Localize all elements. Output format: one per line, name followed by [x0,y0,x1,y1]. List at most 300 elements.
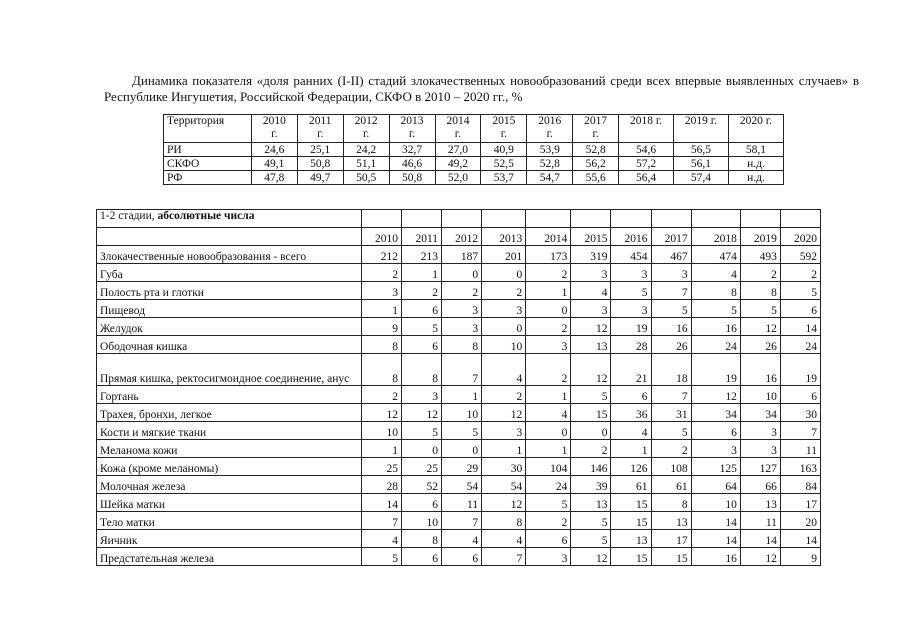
value-cell: 7 [651,386,691,404]
value-cell: 32,7 [389,143,435,157]
year-header: 2020 [780,228,820,246]
value-cell: 24,6 [251,143,297,157]
empty-cell [740,210,780,228]
value-cell: 319 [571,246,611,264]
value-cell: 34 [740,404,780,422]
value-cell: 49,1 [251,157,297,171]
value-cell: 13 [740,494,780,512]
value-cell: 3 [651,264,691,282]
value-cell: 66 [740,476,780,494]
empty-cell [651,210,691,228]
value-cell: 15 [611,512,651,530]
value-cell: 173 [526,246,571,264]
year-suffix: г. [592,128,599,140]
value-cell: 12 [571,548,611,566]
value-cell: 10 [442,404,482,422]
value-cell: 50,8 [297,157,343,171]
value-cell: 2 [482,282,526,300]
table-row [97,318,821,336]
value-cell: 21 [611,354,651,386]
value-cell: 2 [740,264,780,282]
value-cell: 5 [571,512,611,530]
value-cell: 5 [780,282,820,300]
value-cell: 25,1 [297,143,343,157]
value-cell: 28 [611,336,651,354]
year-header: 2011 [402,228,442,246]
site-label: Шейка матки [97,494,362,512]
value-cell: 10 [740,386,780,404]
title-row [97,210,821,228]
value-cell: 3 [571,300,611,318]
value-cell: 6 [780,300,820,318]
value-cell: 52 [402,476,442,494]
year-header: 2012 [442,228,482,246]
value-cell: 6 [402,494,442,512]
value-cell: 2 [402,282,442,300]
value-cell: 201 [482,246,526,264]
value-cell: 2 [482,386,526,404]
value-cell: 0 [526,300,571,318]
site-label: Полость рта и глотки [97,282,362,300]
value-cell: 12 [482,404,526,422]
value-cell: 1 [361,440,401,458]
value-cell: 19 [611,318,651,336]
value-cell: 6 [402,548,442,566]
table-row [97,300,821,318]
empty-cell [571,210,611,228]
value-cell: 16 [740,354,780,386]
value-cell: 0 [442,440,482,458]
value-cell: 52,8 [527,157,573,171]
value-cell: 56,4 [619,171,674,185]
value-cell: 49,2 [435,157,481,171]
title-bold: абсолютные числа [157,210,255,222]
value-cell: 58,1 [728,143,783,157]
value-cell: 24 [691,336,740,354]
value-cell: 14 [780,318,820,336]
table-row [97,494,821,512]
year-header: 2010 [361,228,401,246]
value-cell: 0 [442,264,482,282]
value-cell: 14 [361,494,401,512]
stage-share-table [163,114,784,185]
value-cell: 6 [780,386,820,404]
value-cell: 1 [442,386,482,404]
year-header: 2015 [571,228,611,246]
value-cell: 12 [740,548,780,566]
year-header [527,115,573,143]
site-label: Тело матки [97,512,362,530]
value-cell: 56,1 [674,157,729,171]
year-label: 2011 [308,115,332,127]
value-cell: 54,6 [619,143,674,157]
site-label: Злокачественные новообразования - всего [97,246,362,264]
value-cell: 49,7 [297,171,343,185]
value-cell: 146 [571,458,611,476]
table-row [164,157,784,171]
value-cell: 187 [442,246,482,264]
table-row [97,422,821,440]
value-cell: 46,6 [389,157,435,171]
site-label: Губа [97,264,362,282]
value-cell: 126 [611,458,651,476]
year-suffix: г. [454,128,462,140]
value-cell: 3 [361,282,401,300]
value-cell: н.д. [728,171,783,185]
value-cell: 5 [442,422,482,440]
year-header: 2019 [740,228,780,246]
value-cell: 31 [651,404,691,422]
value-cell: 7 [780,422,820,440]
year-header: 2014 [526,228,571,246]
value-cell: 4 [526,404,571,422]
site-label: Меланома кожи [97,440,362,458]
value-cell: 29 [442,458,482,476]
year-label: 2012 [354,115,378,127]
value-cell: 53,9 [527,143,573,157]
year-label: 2018 г. [629,115,663,127]
value-cell: 61 [611,476,651,494]
empty-cell [482,210,526,228]
value-cell: 56,5 [674,143,729,157]
value-cell: 0 [482,318,526,336]
value-cell: 592 [780,246,820,264]
year-header [728,115,783,143]
value-cell: 20 [780,512,820,530]
value-cell: 15 [571,404,611,422]
value-cell: 6 [402,336,442,354]
value-cell: 454 [611,246,651,264]
value-cell: 10 [402,512,442,530]
value-cell: 26 [651,336,691,354]
value-cell: 3 [740,422,780,440]
year-label: 2017 [584,115,608,127]
value-cell: 54,7 [527,171,573,185]
value-cell: 8 [482,512,526,530]
table-row [97,246,821,264]
table-row [97,354,821,386]
year-header [435,115,481,143]
value-cell: 17 [780,494,820,512]
table-row [97,476,821,494]
year-header: 2018 [691,228,740,246]
value-cell: 1 [402,264,442,282]
value-cell: 55,6 [573,171,619,185]
value-cell: 17 [651,530,691,548]
value-cell: 3 [526,336,571,354]
value-cell: 7 [482,548,526,566]
value-cell: 1 [482,440,526,458]
year-header: 2016 [611,228,651,246]
value-cell: 0 [571,422,611,440]
value-cell: 5 [361,548,401,566]
value-cell: 52,0 [435,171,481,185]
value-cell: 4 [691,264,740,282]
header-row [164,115,784,143]
value-cell: 15 [611,548,651,566]
value-cell: 53,7 [481,171,527,185]
value-cell: 125 [691,458,740,476]
value-cell: 4 [442,530,482,548]
value-cell: 61 [651,476,691,494]
value-cell: 2 [361,264,401,282]
year-suffix: г. [546,128,553,140]
value-cell: н.д. [728,157,783,171]
value-cell: 13 [611,530,651,548]
value-cell: 47,8 [251,171,297,185]
value-cell: 3 [611,264,651,282]
site-label: Прямая кишка, ректосигмоидное соединение, анус [97,354,362,386]
value-cell: 5 [651,422,691,440]
value-cell: 5 [651,300,691,318]
year-label: 2020 г. [739,115,773,127]
value-cell: 12 [571,354,611,386]
table-row [164,171,784,185]
value-cell: 0 [402,440,442,458]
value-cell: 51,1 [343,157,389,171]
value-cell: 12 [571,318,611,336]
empty-cell [402,210,442,228]
table-row [97,404,821,422]
value-cell: 12 [402,404,442,422]
value-cell: 6 [691,422,740,440]
territory-label: РФ [164,171,252,185]
year-header [389,115,435,143]
year-label: 2013 [400,115,424,127]
value-cell: 3 [691,440,740,458]
value-cell: 64 [691,476,740,494]
year-header [573,115,619,143]
value-cell: 9 [780,548,820,566]
value-cell: 24 [526,476,571,494]
table-row [97,264,821,282]
table-row [97,336,821,354]
table-row [97,440,821,458]
site-label: Пищевод [97,300,362,318]
value-cell: 5 [402,422,442,440]
value-cell: 34 [691,404,740,422]
territory-label: РИ [164,143,252,157]
value-cell: 1 [526,440,571,458]
document-caption: Динамика показателя «доля ранних (I-II) стадий злокачественных новообразований среди всех впервые выявленных случаев» в Республике Ингушетия, Российской Федерации, СКФО в 2010 – 2020 гг., % [104,73,859,104]
value-cell: 15 [651,548,691,566]
value-cell: 2 [780,264,820,282]
table-row [97,458,821,476]
value-cell: 54 [482,476,526,494]
value-cell: 0 [482,264,526,282]
value-cell: 5 [740,300,780,318]
value-cell: 14 [780,530,820,548]
value-cell: 2 [651,440,691,458]
value-cell: 13 [571,336,611,354]
year-suffix: г. [317,128,324,140]
value-cell: 8 [442,336,482,354]
value-cell: 7 [361,512,401,530]
site-label: Гортань [97,386,362,404]
year-header: 2013 [482,228,526,246]
title-plain: 1-2 стадии, [100,210,158,222]
value-cell: 15 [611,494,651,512]
value-cell: 28 [361,476,401,494]
site-label: Молочная железа [97,476,362,494]
value-cell: 5 [611,282,651,300]
value-cell: 50,5 [343,171,389,185]
value-cell: 57,2 [619,157,674,171]
value-cell: 2 [526,264,571,282]
value-cell: 8 [361,354,401,386]
value-cell: 7 [442,512,482,530]
value-cell: 24,2 [343,143,389,157]
site-label: Кости и мягкие ткани [97,422,362,440]
value-cell: 467 [651,246,691,264]
value-cell: 5 [691,300,740,318]
year-suffix: г. [408,128,416,140]
value-cell: 19 [691,354,740,386]
site-label: Трахея, бронхи, легкое [97,404,362,422]
year-label: 2010 [262,115,286,127]
value-cell: 25 [361,458,401,476]
value-cell: 10 [361,422,401,440]
value-cell: 2 [526,512,571,530]
value-cell: 19 [780,354,820,386]
value-cell: 3 [442,318,482,336]
value-cell: 30 [780,404,820,422]
value-cell: 14 [740,530,780,548]
value-cell: 39 [571,476,611,494]
value-cell: 11 [740,512,780,530]
value-cell: 4 [571,282,611,300]
site-label: Предстательная железа [97,548,362,566]
table-row [97,282,821,300]
value-cell: 5 [571,530,611,548]
year-header [481,115,527,143]
value-cell: 16 [691,318,740,336]
site-label: Кожа (кроме меланомы) [97,458,362,476]
value-cell: 26 [740,336,780,354]
year-row [97,228,821,246]
value-cell: 1 [526,282,571,300]
value-cell: 13 [571,494,611,512]
value-cell: 13 [651,512,691,530]
value-cell: 4 [361,530,401,548]
empty-cell [691,210,740,228]
value-cell: 54 [442,476,482,494]
value-cell: 4 [482,530,526,548]
value-cell: 2 [361,386,401,404]
empty-cell [780,210,820,228]
value-cell: 3 [740,440,780,458]
year-suffix: г. [500,128,507,140]
value-cell: 0 [526,422,571,440]
value-cell: 8 [402,354,442,386]
empty-cell [611,210,651,228]
empty-cell [442,210,482,228]
value-cell: 1 [361,300,401,318]
table-row [97,548,821,566]
value-cell: 3 [526,548,571,566]
value-cell: 14 [691,530,740,548]
table-row [97,386,821,404]
value-cell: 474 [691,246,740,264]
value-cell: 50,8 [389,171,435,185]
empty-cell [361,210,401,228]
value-cell: 1 [611,440,651,458]
value-cell: 3 [611,300,651,318]
year-header [619,115,674,143]
value-cell: 7 [442,354,482,386]
value-cell: 36 [611,404,651,422]
value-cell: 56,2 [573,157,619,171]
value-cell: 9 [361,318,401,336]
value-cell: 213 [402,246,442,264]
value-cell: 1 [526,386,571,404]
value-cell: 5 [402,318,442,336]
value-cell: 6 [402,300,442,318]
year-label: 2015 [492,115,516,127]
value-cell: 163 [780,458,820,476]
value-cell: 127 [740,458,780,476]
value-cell: 18 [651,354,691,386]
value-cell: 10 [482,336,526,354]
value-cell: 52,8 [573,143,619,157]
value-cell: 12 [740,318,780,336]
value-cell: 11 [442,494,482,512]
value-cell: 8 [402,530,442,548]
value-cell: 24 [780,336,820,354]
value-cell: 57,4 [674,171,729,185]
value-cell: 8 [740,282,780,300]
value-cell: 8 [691,282,740,300]
year-suffix: г. [271,128,278,140]
value-cell: 3 [442,300,482,318]
value-cell: 12 [691,386,740,404]
empty-cell [97,228,362,246]
value-cell: 2 [442,282,482,300]
table-row [97,530,821,548]
value-cell: 5 [526,494,571,512]
table-title [97,210,362,228]
value-cell: 212 [361,246,401,264]
table-row [164,143,784,157]
year-label: 2016 [538,115,562,127]
year-header [251,115,297,143]
value-cell: 8 [361,336,401,354]
year-header [297,115,343,143]
value-cell: 6 [442,548,482,566]
site-label: Ободочная кишка [97,336,362,354]
value-cell: 3 [482,422,526,440]
table-row [97,512,821,530]
year-header: 2017 [651,228,691,246]
value-cell: 30 [482,458,526,476]
value-cell: 4 [482,354,526,386]
site-label: Желудок [97,318,362,336]
value-cell: 4 [611,422,651,440]
territory-label: СКФО [164,157,252,171]
value-cell: 493 [740,246,780,264]
value-cell: 8 [651,494,691,512]
value-cell: 10 [691,494,740,512]
value-cell: 12 [361,404,401,422]
value-cell: 3 [402,386,442,404]
value-cell: 27,0 [435,143,481,157]
value-cell: 104 [526,458,571,476]
value-cell: 12 [482,494,526,512]
empty-cell [526,210,571,228]
value-cell: 6 [611,386,651,404]
year-header [674,115,729,143]
value-cell: 14 [691,512,740,530]
